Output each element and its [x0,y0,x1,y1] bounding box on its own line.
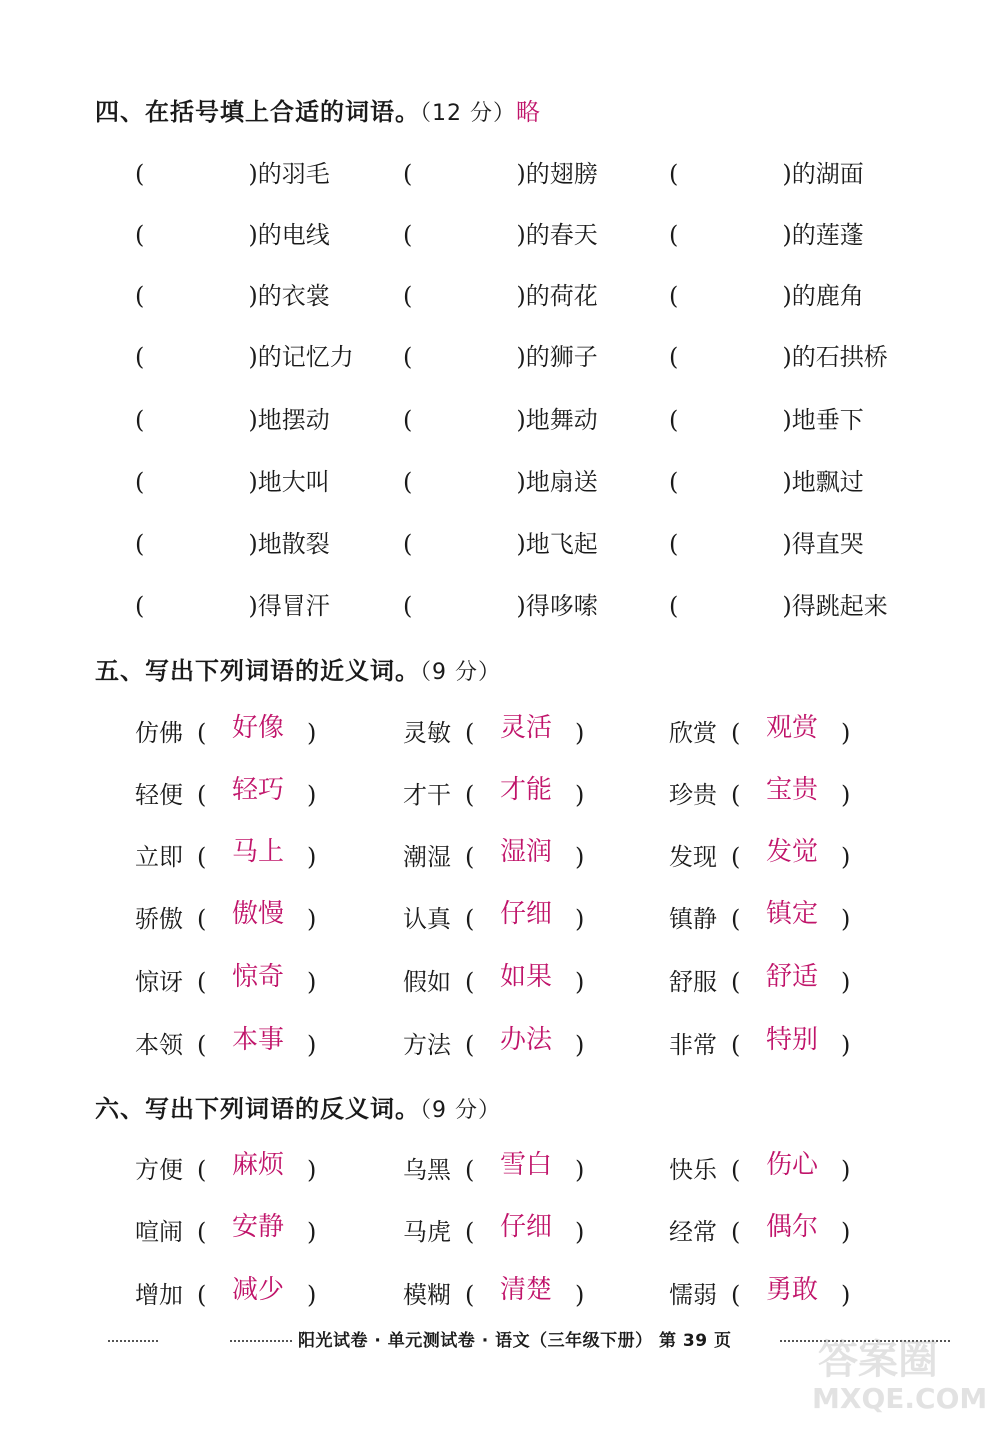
paren-open: ( [669,343,679,371]
paren-close: ) [841,968,851,996]
source-word: 马虎 [403,1218,451,1246]
paren-open: ( [135,406,145,434]
paren-open: ( [669,282,679,310]
paren-open: ( [731,719,741,747]
phrase-suffix: 的莲蓬 [791,221,864,249]
phrase-suffix: 的湖面 [791,160,864,188]
answer-word[interactable]: 宝贵 [765,775,818,805]
fill-blank-item [403,586,598,621]
paren-close: ) [782,160,792,188]
paren-close: ) [248,282,258,310]
answer-word[interactable]: 仔细 [499,899,552,929]
word-pair-item [403,1024,584,1061]
source-word: 轻便 [135,781,183,809]
paren-open: ( [669,406,679,434]
watermark-top: 答案圈 [818,1337,938,1383]
paren-open: ( [135,282,145,310]
answer-word[interactable]: 马上 [231,837,284,867]
section6-row [0,1149,1000,1189]
paren-close: ) [516,221,526,249]
phrase-suffix: 地舞动 [525,406,598,434]
paren-open: ( [731,1156,741,1184]
answer-word[interactable]: 好像 [231,713,284,743]
paren-open: ( [465,968,475,996]
paren-open: ( [669,592,679,620]
paren-close: ) [248,221,258,249]
source-word: 骄傲 [135,905,183,933]
section6-row [0,1211,1000,1251]
source-word: 方便 [135,1156,183,1184]
source-word: 认真 [403,905,451,933]
paren-open: ( [197,1156,207,1184]
answer-word[interactable]: 灵活 [499,713,552,743]
fill-blank-item [403,154,598,189]
paren-close: ) [575,1031,585,1059]
paren-close: ) [575,968,585,996]
section5-row [0,712,1000,752]
phrase-suffix: 的春天 [525,221,598,249]
paren-open: ( [669,160,679,188]
section4-row [0,276,1000,316]
watermark-logo [800,1330,988,1420]
source-word: 懦弱 [669,1281,717,1309]
paren-open: ( [465,719,475,747]
source-word: 增加 [135,1281,183,1309]
paren-close: ) [841,1218,851,1246]
paren-close: ) [307,905,317,933]
word-pair-item [669,1211,850,1248]
section6-title: 写出下列词语的反义词。 [145,1095,420,1123]
paren-close: ) [782,282,792,310]
source-word: 发现 [669,843,717,871]
phrase-suffix: 地飞起 [525,530,598,558]
paren-open: ( [731,968,741,996]
paren-open: ( [403,592,413,620]
phrase-suffix: 得冒汗 [257,592,330,620]
source-word: 舒服 [669,968,717,996]
paren-close: ) [782,592,792,620]
section4-row [0,154,1000,194]
section5-points: （9 分） [420,660,501,685]
fill-blank-item [669,586,888,621]
paren-open: ( [135,160,145,188]
paren-open: ( [465,1218,475,1246]
section6-number: 六、 [95,1095,145,1123]
answer-word[interactable]: 才能 [499,775,552,805]
paren-close: ) [575,1281,585,1309]
word-pair-item [135,774,316,811]
fill-blank-item [669,215,864,250]
paren-open: ( [197,968,207,996]
section5-row [0,1024,1000,1064]
answer-word[interactable]: 仔细 [499,1212,552,1242]
paren-close: ) [782,406,792,434]
paren-close: ) [516,592,526,620]
paren-close: ) [248,592,258,620]
answer-word[interactable]: 清楚 [499,1275,552,1305]
paren-close: ) [841,905,851,933]
answer-word[interactable]: 减少 [231,1275,284,1305]
paren-open: ( [731,843,741,871]
paren-close: ) [307,781,317,809]
fill-blank-item [669,524,864,559]
fill-blank-item [135,337,354,372]
paren-open: ( [465,781,475,809]
word-pair-item [135,1211,316,1248]
answer-word[interactable]: 麻烦 [231,1150,284,1180]
phrase-suffix: 地垂下 [791,406,864,434]
answer-word[interactable]: 偶尔 [765,1212,818,1242]
paren-open: ( [403,282,413,310]
paren-close: ) [248,406,258,434]
phrase-suffix: 地飘过 [791,468,864,496]
fill-blank-item [669,154,864,189]
fill-blank-item [669,276,864,311]
section4-row [0,586,1000,626]
section4-points: （12 分） [420,101,516,126]
answer-word[interactable]: 勇敢 [765,1275,818,1305]
source-word: 欣赏 [669,719,717,747]
section5-heading [95,651,501,686]
phrase-suffix: 的翅膀 [525,160,598,188]
section5-row [0,898,1000,938]
word-pair-item [669,898,850,935]
word-pair-item [669,961,850,998]
paren-open: ( [197,1281,207,1309]
source-word: 立即 [135,843,183,871]
source-word: 惊讶 [135,968,183,996]
word-pair-item [135,898,316,935]
answer-word[interactable]: 安静 [231,1212,284,1242]
paren-close: ) [575,843,585,871]
source-word: 方法 [403,1031,451,1059]
phrase-suffix: 的荷花 [525,282,598,310]
paren-close: ) [516,160,526,188]
answer-word[interactable]: 镇定 [765,899,818,929]
paren-close: ) [307,1031,317,1059]
footer-text: 阳光试卷 · 单元测试卷 · 语文（三年级下册） 第 39 页 [298,1331,732,1351]
paren-close: ) [248,530,258,558]
fill-blank-item [135,586,330,621]
paren-open: ( [197,781,207,809]
phrase-suffix: 得直哭 [791,530,864,558]
source-word: 本领 [135,1031,183,1059]
word-pair-item [403,1274,584,1311]
section5-title: 写出下列词语的近义词。 [145,657,420,685]
word-pair-item [669,1274,850,1311]
paren-open: ( [403,406,413,434]
paren-open: ( [135,343,145,371]
paren-close: ) [841,1031,851,1059]
section5-row [0,961,1000,1001]
answer-word[interactable]: 傲慢 [231,899,284,929]
paren-close: ) [575,719,585,747]
word-pair-item [135,1149,316,1186]
fill-blank-item [135,524,330,559]
answer-word[interactable]: 湿润 [499,837,552,867]
phrase-suffix: 地大叫 [257,468,330,496]
paren-open: ( [731,1218,741,1246]
word-pair-item [669,1024,850,1061]
paren-open: ( [197,1218,207,1246]
section6-row [0,1274,1000,1314]
paren-close: ) [516,282,526,310]
fill-blank-item [135,276,330,311]
answer-word[interactable]: 观赏 [765,713,818,743]
paren-close: ) [575,781,585,809]
fill-blank-item [403,215,598,250]
section4-row [0,337,1000,377]
word-pair-item [403,898,584,935]
phrase-suffix: 的羽毛 [257,160,330,188]
fill-blank-item [403,524,598,559]
paren-close: ) [841,1281,851,1309]
source-word: 才干 [403,781,451,809]
source-word: 乌黑 [403,1156,451,1184]
section4-note: 略 [516,98,541,126]
paren-open: ( [197,843,207,871]
paren-close: ) [516,406,526,434]
paren-open: ( [197,719,207,747]
word-pair-item [403,1211,584,1248]
answer-word[interactable]: 特别 [765,1025,818,1055]
paren-close: ) [782,221,792,249]
fill-blank-item [403,462,598,497]
section4-title: 在括号填上合适的词语。 [145,98,420,126]
section4-number: 四、 [95,98,145,126]
paren-close: ) [248,160,258,188]
fill-blank-item [403,276,598,311]
paren-close: ) [782,530,792,558]
paren-open: ( [731,781,741,809]
footer-dots-left [230,1340,292,1342]
section6-points: （9 分） [420,1098,501,1123]
fill-blank-item [135,215,330,250]
fill-blank-item [135,400,330,435]
word-pair-item [403,1149,584,1186]
phrase-suffix: 得跳起来 [791,592,888,620]
answer-word[interactable]: 办法 [499,1025,552,1055]
phrase-suffix: 的鹿角 [791,282,864,310]
paren-close: ) [841,781,851,809]
paren-close: ) [841,719,851,747]
paren-close: ) [248,343,258,371]
phrase-suffix: 地散裂 [257,530,330,558]
paren-open: ( [669,530,679,558]
paren-open: ( [465,1031,475,1059]
paren-close: ) [782,468,792,496]
paren-close: ) [575,1156,585,1184]
paren-open: ( [135,221,145,249]
word-pair-item [135,1274,316,1311]
source-word: 经常 [669,1218,717,1246]
phrase-suffix: 地摆动 [257,406,330,434]
paren-open: ( [403,468,413,496]
paren-close: ) [841,1156,851,1184]
paren-close: ) [307,1156,317,1184]
paren-close: ) [307,968,317,996]
footer-dots-left-short [108,1340,158,1342]
paren-open: ( [403,530,413,558]
paren-close: ) [516,343,526,371]
paren-close: ) [307,843,317,871]
word-pair-item [403,712,584,749]
source-word: 非常 [669,1031,717,1059]
source-word: 仿佛 [135,719,183,747]
source-word: 模糊 [403,1281,451,1309]
paren-close: ) [248,468,258,496]
answer-word[interactable]: 发觉 [765,837,818,867]
word-pair-item [403,774,584,811]
paren-close: ) [575,905,585,933]
answer-word[interactable]: 舒适 [765,962,818,992]
paren-open: ( [465,905,475,933]
paren-open: ( [403,160,413,188]
watermark-bottom: MXQE.COM [812,1382,988,1415]
word-pair-item [135,712,316,749]
source-word: 灵敏 [403,719,451,747]
paren-open: ( [403,221,413,249]
paren-open: ( [731,905,741,933]
paren-open: ( [669,221,679,249]
word-pair-item [135,961,316,998]
paren-open: ( [135,530,145,558]
answer-word[interactable]: 伤心 [765,1150,818,1180]
paren-open: ( [135,592,145,620]
phrase-suffix: 得哆嗦 [525,592,598,620]
source-word: 假如 [403,968,451,996]
paren-close: ) [307,719,317,747]
word-pair-item [669,774,850,811]
section6-heading [95,1089,501,1124]
fill-blank-item [403,337,598,372]
word-pair-item [669,836,850,873]
paren-close: ) [307,1218,317,1246]
word-pair-item [135,836,316,873]
word-pair-item [135,1024,316,1061]
section4-row [0,215,1000,255]
word-pair-item [669,1149,850,1186]
section4-row [0,462,1000,502]
source-word: 潮湿 [403,843,451,871]
paren-close: ) [516,530,526,558]
section5-number: 五、 [95,657,145,685]
fill-blank-item [669,462,864,497]
fill-blank-item [135,462,330,497]
source-word: 快乐 [669,1156,717,1184]
phrase-suffix: 的记忆力 [257,343,354,371]
phrase-suffix: 的狮子 [525,343,598,371]
answer-word[interactable]: 惊奇 [231,962,284,992]
paren-open: ( [669,468,679,496]
paren-open: ( [731,1031,741,1059]
paren-open: ( [465,1156,475,1184]
fill-blank-item [403,400,598,435]
section4-row [0,400,1000,440]
fill-blank-item [669,400,864,435]
word-pair-item [403,961,584,998]
phrase-suffix: 的电线 [257,221,330,249]
paren-close: ) [575,1218,585,1246]
section5-row [0,774,1000,814]
source-word: 珍贵 [669,781,717,809]
paren-close: ) [782,343,792,371]
paren-open: ( [135,468,145,496]
source-word: 喧闹 [135,1218,183,1246]
section5-row [0,836,1000,876]
paren-close: ) [516,468,526,496]
answer-word[interactable]: 本事 [231,1025,284,1055]
section4-heading [95,92,541,127]
paren-open: ( [197,1031,207,1059]
answer-word[interactable]: 如果 [499,962,552,992]
paren-close: ) [307,1281,317,1309]
paren-open: ( [731,1281,741,1309]
phrase-suffix: 地扇送 [525,468,598,496]
phrase-suffix: 的衣裳 [257,282,330,310]
word-pair-item [403,836,584,873]
paren-open: ( [197,905,207,933]
paren-open: ( [403,343,413,371]
paren-close: ) [841,843,851,871]
source-word: 镇静 [669,905,717,933]
paren-open: ( [465,1281,475,1309]
section4-row [0,524,1000,564]
phrase-suffix: 的石拱桥 [791,343,888,371]
paren-open: ( [465,843,475,871]
fill-blank-item [669,337,888,372]
word-pair-item [669,712,850,749]
fill-blank-item [135,154,330,189]
answer-word[interactable]: 雪白 [499,1150,552,1180]
answer-word[interactable]: 轻巧 [231,775,284,805]
